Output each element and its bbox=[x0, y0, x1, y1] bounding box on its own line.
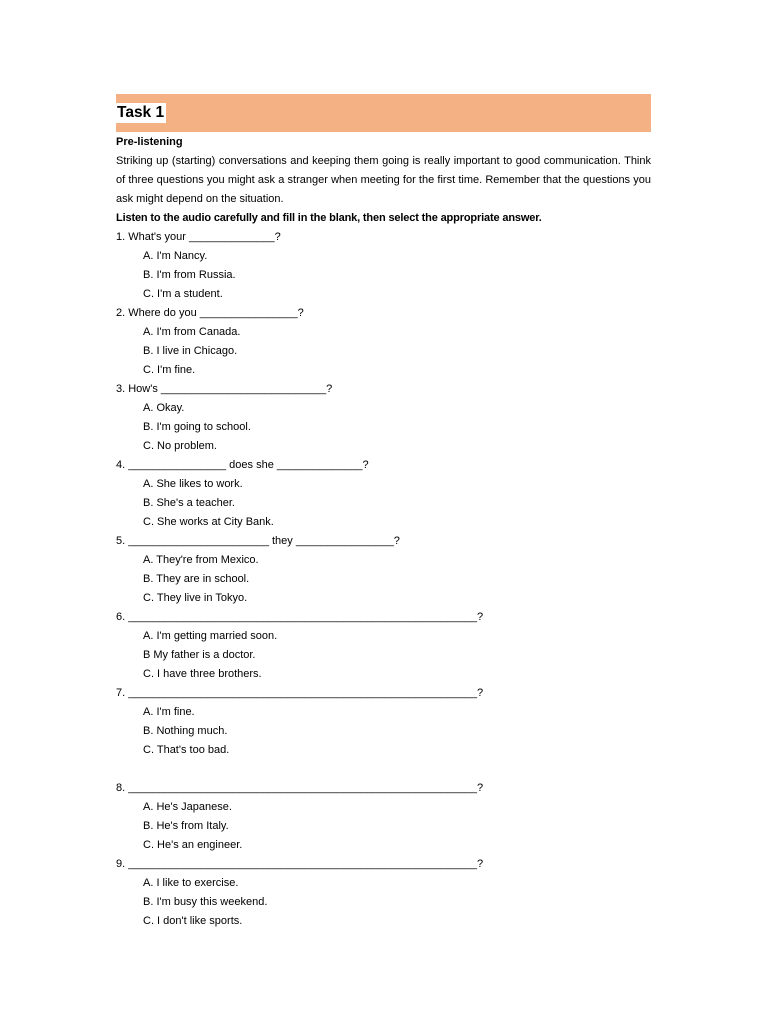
option-b: B. He's from Italy. bbox=[143, 820, 229, 832]
blank-line bbox=[116, 760, 651, 779]
question-block-7 bbox=[116, 684, 651, 760]
question-block-6 bbox=[116, 608, 651, 684]
option-a: A. He's Japanese. bbox=[143, 801, 232, 813]
option-c: C. I'm fine. bbox=[143, 364, 196, 376]
option-b: B. I'm going to school. bbox=[143, 421, 251, 433]
question-text: 3. How's ___________________________? bbox=[116, 383, 333, 395]
task-title: Task 1 bbox=[117, 104, 165, 121]
question-text: 6. _________________________________________________________? bbox=[116, 611, 484, 623]
question-block-5 bbox=[116, 532, 651, 608]
option-c: C. I'm a student. bbox=[143, 288, 223, 300]
option-c: C. They live in Tokyo. bbox=[143, 592, 248, 604]
option-b: B. She's a teacher. bbox=[143, 497, 235, 509]
option-a: A. I'm from Canada. bbox=[143, 326, 241, 338]
option-c: C. I have three brothers. bbox=[143, 668, 262, 680]
option-b: B. I'm busy this weekend. bbox=[143, 896, 268, 908]
question-text: 7. _________________________________________________________? bbox=[116, 687, 484, 699]
option-a: A. I'm Nancy. bbox=[143, 250, 208, 262]
option-b: B. They are in school. bbox=[143, 573, 250, 585]
question-text: 2. Where do you ________________? bbox=[116, 307, 304, 319]
question-block-9 bbox=[116, 855, 651, 931]
option-c: C. No problem. bbox=[143, 440, 217, 452]
question-block-4 bbox=[116, 456, 651, 532]
option-a: A. I like to exercise. bbox=[143, 877, 239, 889]
question-text: 1. What's your ______________? bbox=[116, 231, 281, 243]
option-b: B My father is a doctor. bbox=[143, 649, 256, 661]
option-b: B. I live in Chicago. bbox=[143, 345, 238, 357]
question-block-3 bbox=[116, 380, 651, 456]
option-a: A. They're from Mexico. bbox=[143, 554, 259, 566]
option-c: C. I don't like sports. bbox=[143, 915, 243, 927]
question-text: 4. ________________ does she ______________? bbox=[116, 459, 369, 471]
question-block-2 bbox=[116, 304, 651, 380]
option-c: C. She works at City Bank. bbox=[143, 516, 274, 528]
option-a: A. I'm fine. bbox=[143, 706, 195, 718]
instruction-text: Listen to the audio carefully and fill in the blank, then select the appropriate answer. bbox=[116, 212, 542, 224]
worksheet bbox=[116, 94, 651, 931]
option-b: B. I'm from Russia. bbox=[143, 269, 236, 281]
option-a: A. She likes to work. bbox=[143, 478, 243, 490]
task-banner bbox=[116, 94, 651, 132]
question-block-1 bbox=[116, 228, 651, 304]
option-c: C. That's too bad. bbox=[143, 744, 230, 756]
option-b: B. Nothing much. bbox=[143, 725, 228, 737]
question-text: 5. _______________________ they ________________? bbox=[116, 535, 400, 547]
option-a: A. I'm getting married soon. bbox=[143, 630, 278, 642]
question-text: 8. _________________________________________________________? bbox=[116, 782, 484, 794]
question-text: 9. _________________________________________________________? bbox=[116, 858, 484, 870]
question-block-8 bbox=[116, 779, 651, 855]
option-c: C. He's an engineer. bbox=[143, 839, 243, 851]
option-a: A. Okay. bbox=[143, 402, 185, 414]
pre-listening-heading: Pre-listening bbox=[116, 136, 183, 148]
intro-paragraph: Striking up (starting) conversations and keeping them going is really important to good communication. Think of three questions you might ask a stranger when meeting for the first time. Remember that the questions you ask might depend on the situation. bbox=[116, 155, 651, 205]
